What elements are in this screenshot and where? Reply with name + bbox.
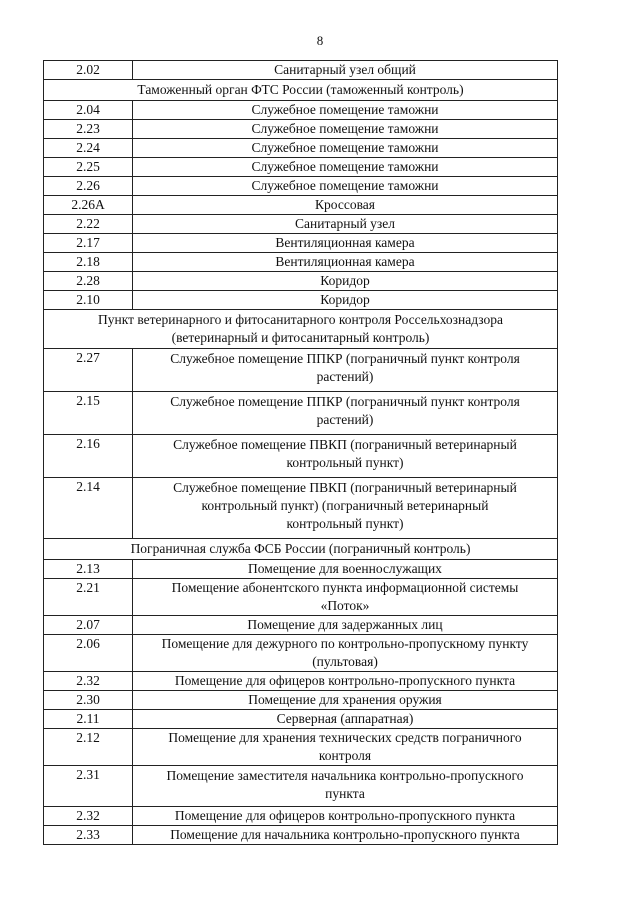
table-row (44, 435, 558, 478)
room-code: 2.17 (44, 234, 133, 253)
table-row (44, 349, 558, 392)
room-code: 2.06 (44, 635, 133, 672)
room-name: Помещение для хранения технических средств пограничного контроля (133, 729, 558, 766)
room-name: Коридор (133, 291, 558, 310)
table-row (44, 291, 558, 310)
room-code: 2.21 (44, 579, 133, 616)
room-code: 2.16 (44, 435, 133, 478)
room-code: 2.23 (44, 120, 133, 139)
table-row (44, 101, 558, 120)
room-code: 2.15 (44, 392, 133, 435)
room-name: Помещение абонентского пункта информационной системы «Поток» (133, 579, 558, 616)
room-name: Служебное помещение ПВКП (пограничный ветеринарный контрольный пункт) (133, 435, 558, 478)
section-title: Пункт ветеринарного и фитосанитарного контроля Россельхознадзора (ветеринарный и фитосанитарный контроль) (44, 310, 558, 349)
table-row (44, 478, 558, 539)
room-code: 2.11 (44, 710, 133, 729)
room-name: Коридор (133, 272, 558, 291)
room-code: 2.12 (44, 729, 133, 766)
table-row (44, 234, 558, 253)
table-row (44, 766, 558, 807)
section-row (44, 80, 558, 101)
room-code: 2.24 (44, 139, 133, 158)
table-row (44, 826, 558, 845)
room-code: 2.31 (44, 766, 133, 807)
table-row (44, 120, 558, 139)
room-code: 2.33 (44, 826, 133, 845)
table-row (44, 691, 558, 710)
room-name: Служебное помещение таможни (133, 120, 558, 139)
table-row (44, 616, 558, 635)
room-code: 2.04 (44, 101, 133, 120)
room-code: 2.10 (44, 291, 133, 310)
room-name: Кроссовая (133, 196, 558, 215)
room-name: Помещение для хранения оружия (133, 691, 558, 710)
room-name: Санитарный узел (133, 215, 558, 234)
table-row (44, 392, 558, 435)
table-row (44, 729, 558, 766)
rooms-table (43, 60, 558, 845)
room-code: 2.18 (44, 253, 133, 272)
table-row (44, 635, 558, 672)
room-name: Служебное помещение таможни (133, 139, 558, 158)
table-row (44, 560, 558, 579)
table-row (44, 139, 558, 158)
room-name: Служебное помещение таможни (133, 158, 558, 177)
room-name: Помещение для офицеров контрольно-пропускного пункта (133, 807, 558, 826)
section-title: Пограничная служба ФСБ России (пограничный контроль) (44, 539, 558, 560)
room-code: 2.26А (44, 196, 133, 215)
section-title: Таможенный орган ФТС России (таможенный контроль) (44, 80, 558, 101)
room-code: 2.25 (44, 158, 133, 177)
section-row (44, 310, 558, 349)
room-code: 2.07 (44, 616, 133, 635)
table-row (44, 710, 558, 729)
table-row (44, 196, 558, 215)
table-row (44, 253, 558, 272)
table-row (44, 177, 558, 196)
room-name: Санитарный узел общий (133, 61, 558, 80)
table-row (44, 215, 558, 234)
room-name: Служебное помещение ППКР (пограничный пункт контроля растений) (133, 392, 558, 435)
room-name: Служебное помещение ППКР (пограничный пункт контроля растений) (133, 349, 558, 392)
room-name: Помещение для офицеров контрольно-пропускного пункта (133, 672, 558, 691)
table-row (44, 807, 558, 826)
room-name: Помещение заместителя начальника контрольно-пропускного пункта (133, 766, 558, 807)
room-name: Вентиляционная камера (133, 234, 558, 253)
table-row (44, 61, 558, 80)
room-code: 2.32 (44, 807, 133, 826)
room-name: Серверная (аппаратная) (133, 710, 558, 729)
table-row (44, 672, 558, 691)
room-code: 2.32 (44, 672, 133, 691)
table-row (44, 579, 558, 616)
room-name: Служебное помещение ПВКП (пограничный ветеринарный контрольный пункт) (пограничный ветеринарный контрольный пункт) (133, 478, 558, 539)
room-code: 2.30 (44, 691, 133, 710)
table-row (44, 272, 558, 291)
room-name: Вентиляционная камера (133, 253, 558, 272)
room-code: 2.14 (44, 478, 133, 539)
page-number: 8 (316, 33, 324, 48)
section-row (44, 539, 558, 560)
room-name: Помещение для начальника контрольно-пропускного пункта (133, 826, 558, 845)
room-code: 2.26 (44, 177, 133, 196)
room-code: 2.27 (44, 349, 133, 392)
room-name: Помещение для военнослужащих (133, 560, 558, 579)
room-name: Служебное помещение таможни (133, 101, 558, 120)
room-code: 2.02 (44, 61, 133, 80)
room-name: Служебное помещение таможни (133, 177, 558, 196)
room-code: 2.13 (44, 560, 133, 579)
room-code: 2.28 (44, 272, 133, 291)
table-row (44, 158, 558, 177)
room-code: 2.22 (44, 215, 133, 234)
room-name: Помещение для задержанных лиц (133, 616, 558, 635)
room-name: Помещение для дежурного по контрольно-пропускному пункту (пультовая) (133, 635, 558, 672)
